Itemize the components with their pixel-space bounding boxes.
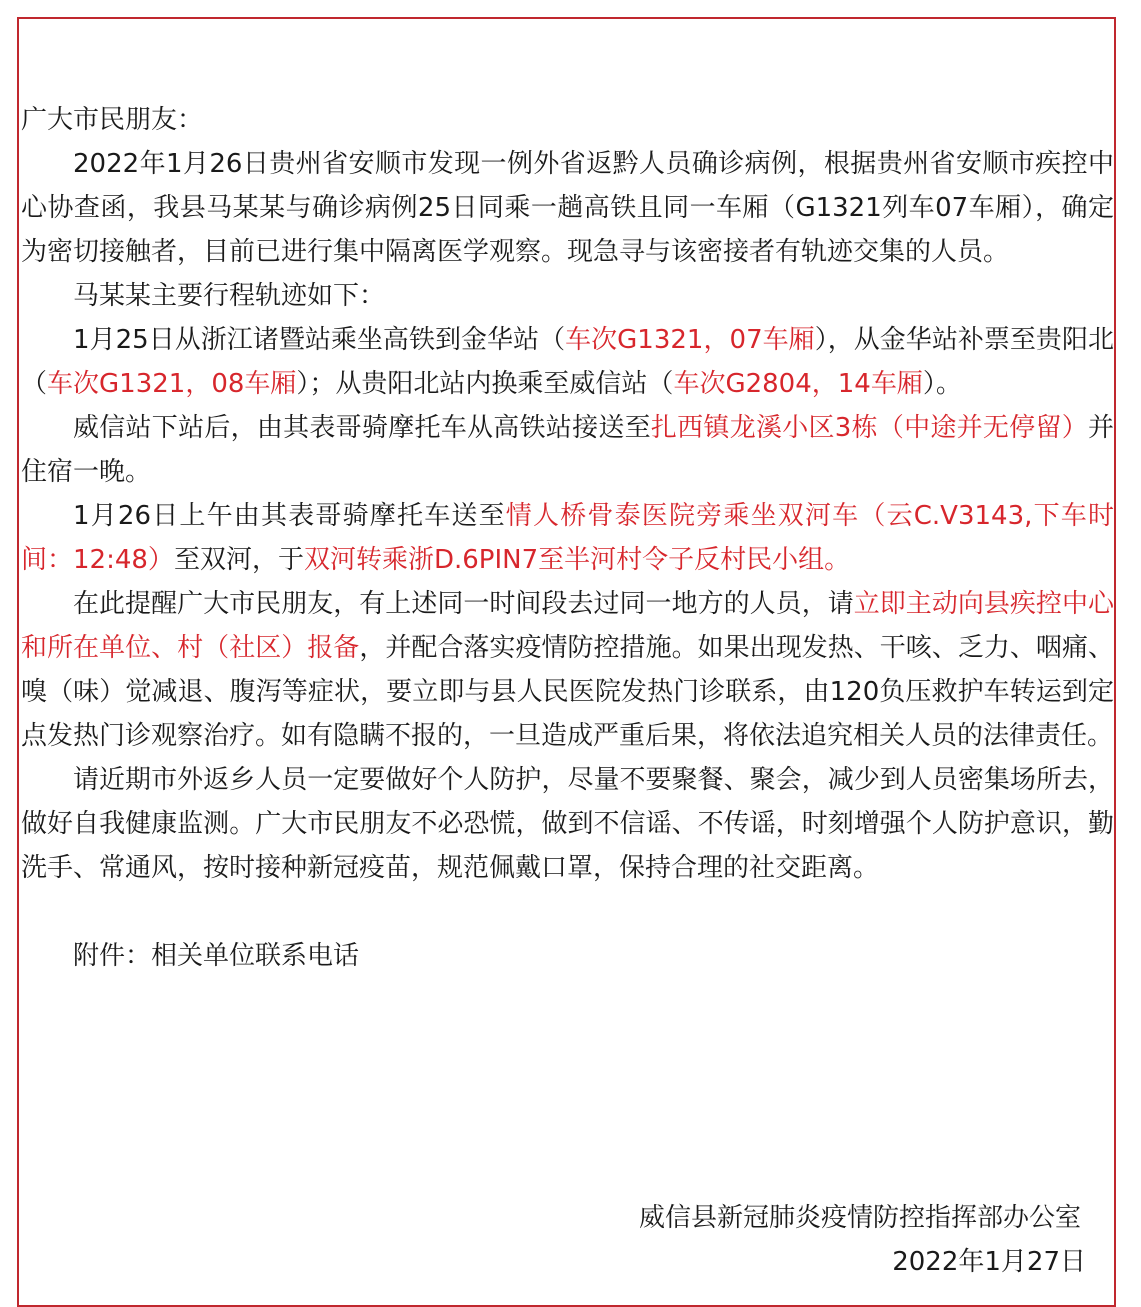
text-segment: ，并配合落实疫情防控措施。如果出现发热、干咳、乏力、咽痛、嗅（味）觉减退、腹泻等症状，要立即与县人民医院发热门诊联系，由120负压救护车转运到定点发热门诊观察治疗。如有隐瞒不报的，一旦造成严重后果，将依法追究相关人员的法律责任。 <box>21 633 1114 751</box>
paragraph-case-summary: 2022年1月26日贵州省安顺市发现一例外省返黔人员确诊病例，根据贵州省安顺市疾控中心协查函，我县马某某与确诊病例25日同乘一趟高铁且同一车厢（G1321列车07车厢），确定为密切接触者，目前已进行集中隔离医学观察。现急寻与该密接者有轨迹交集的人员。 <box>21 149 1114 267</box>
highlight-report-instruction: 立即主动向县疾控中心和所在单位、村（社区）报备 <box>21 589 1114 663</box>
text-segment: 1月26日上午由其表哥骑摩托车送至 <box>73 501 506 531</box>
highlight-residence: 扎西镇龙溪小区3栋（中途并无停留） <box>650 413 1088 443</box>
text-segment: ），从金华站补票至贵阳北（ <box>21 325 1114 399</box>
highlight-transfer-route: 双河转乘浙D.6PIN7至半河村令子反村民小组。 <box>303 545 851 575</box>
salutation: 广大市民朋友： <box>21 105 204 135</box>
text-segment: 在此提醒广大市民朋友，有上述同一时间段去过同一地方的人员，请 <box>73 589 854 619</box>
text-segment: ）。 <box>922 369 962 399</box>
paragraph-itinerary-train <box>21 318 1114 406</box>
notice-body <box>21 98 1114 978</box>
paragraph-reminder <box>21 582 1114 758</box>
signature-organization: 威信县新冠肺炎疫情防控指挥部办公室 <box>638 1203 1081 1233</box>
highlight-train-g2804-14: 车次G2804，14车厢 <box>673 369 923 399</box>
paragraph-itinerary-bus <box>21 494 1114 582</box>
attachment-note: 附件：相关单位联系电话 <box>73 941 360 971</box>
text-segment: 威信站下站后，由其表哥骑摩托车从高铁站接送至 <box>73 413 651 443</box>
paragraph-itinerary-stay <box>21 406 1114 494</box>
paragraph-itinerary-heading: 马某某主要行程轨迹如下： <box>73 281 386 311</box>
text-segment: 1月25日从浙江诸暨站乘坐高铁到金华站（ <box>73 325 566 355</box>
text-segment: 至双河，于 <box>173 545 304 575</box>
signature-date: 2022年1月27日 <box>892 1247 1086 1277</box>
highlight-train-g1321-07: 车次G1321，07车厢 <box>565 325 815 355</box>
text-segment: ）；从贵阳北站内换乘至威信站（ <box>296 369 674 399</box>
highlight-bus-route: 情人桥骨泰医院旁乘坐双河车（云C.V3143,下车时间：12:48） <box>21 501 1114 575</box>
paragraph-prevention-advice: 请近期市外返乡人员一定要做好个人防护，尽量不要聚餐、聚会，减少到人员密集场所去，做好自我健康监测。广大市民朋友不必恐慌，做到不信谣、不传谣，时刻增强个人防护意识，勤洗手、常通风，按时接种新冠疫苗，规范佩戴口罩，保持合理的社交距离。 <box>21 765 1114 883</box>
highlight-train-g1321-08: 车次G1321，08车厢 <box>47 369 297 399</box>
text-segment: 并住宿一晚。 <box>21 413 1114 487</box>
